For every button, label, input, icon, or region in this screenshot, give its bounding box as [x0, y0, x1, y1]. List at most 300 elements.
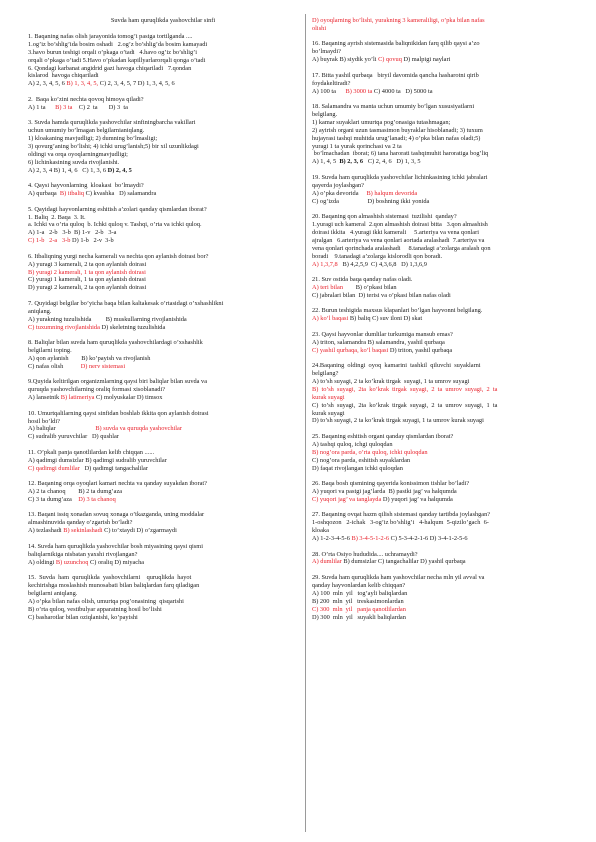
question-text: A) 1-a 2-b 3-b B) 1-v 2-b 3-a — [28, 229, 117, 237]
question-text: 5. Qayidagi hayvonlarning eshitish a’zolari qanday qismlardan iborat? — [28, 205, 207, 213]
correct-answer-text: B) 3 ta — [55, 103, 73, 111]
question-line — [312, 558, 580, 566]
question-text: A) to’sh suyagi, 2 ta ko’krak tirgak suyagi, 1 ta umrov suyagi — [312, 377, 470, 385]
question-line — [312, 143, 580, 151]
question-line — [312, 229, 580, 237]
question-text: C) molyuskalar D) timsox — [94, 394, 163, 402]
question-block — [28, 378, 298, 402]
question-text: D) yuragi 2 kamerali, 2 ta qon aylanish doirasi — [28, 284, 147, 292]
question-line — [312, 465, 580, 473]
correct-answer-text: kurak suyagi — [312, 393, 345, 401]
question-line — [312, 574, 580, 582]
question-text: 1. Baliq 2. Baqa 3. It. — [28, 213, 86, 221]
question-text: 13. Baqani issiq xonadan sovuq xonaga o’tkazganda, uning moddalar — [28, 511, 205, 519]
question-line — [312, 590, 580, 598]
question-text: 26. Baqa bosh qismining qayerida konissimon tishlar bo’ladi? — [312, 480, 470, 488]
question-text: 15. Suvda ham quruqlikda yashovchilarni quruqlikda hayot — [28, 574, 192, 582]
question-text: C) 2 ta D) 3 ta — [72, 103, 128, 111]
question-line — [312, 417, 580, 425]
question-line — [28, 41, 298, 49]
correct-answer-text: D) 3 ta chanoq — [78, 495, 116, 503]
question-text: C) 4000 ta D) 5000 ta — [372, 87, 433, 95]
question-text: 25. Baqaning eshitish organi qanday qismlardan iborat? — [312, 432, 454, 440]
question-text: 1.yuragi uch kameral 2.qon almashish doirasi bitta 3.qon almashish — [312, 221, 488, 228]
question-text: almashinuvida qanday o’zgarish bo’ladi? — [28, 519, 133, 527]
question-line — [312, 449, 580, 457]
question-text: C) to’xtaydi D) o’zgarmaydi — [102, 527, 177, 535]
right-column — [312, 17, 580, 629]
question-line — [312, 527, 580, 535]
question-text: baliqlarnikiga nisbatan yaxshi rivojlangan? — [28, 550, 138, 558]
question-line — [28, 551, 298, 559]
question-text: 1-oshqozon 2-ichak 3-og’iz bo’shlig’i 4-halqum 5-qizilo’gach 6- — [312, 519, 489, 527]
question-text: C) to’sh suyagi, 2ta ko’krak tirgak suyagi, 2 ta umrov suyagi, 1 ta — [312, 401, 498, 409]
question-line — [28, 457, 298, 465]
question-text: 23. Qaysi hayvonlar dumlilar turkumiga mansub emas? — [312, 330, 453, 338]
question-text: D) 300 mln yil suyakli baliqlardan — [312, 613, 406, 621]
question-text: A) oldingi — [28, 558, 56, 566]
question-text: D) triton, yashil qurbaqa — [388, 346, 453, 354]
question-line — [28, 355, 298, 363]
question-line — [312, 339, 580, 347]
question-block — [312, 276, 580, 300]
question-line — [28, 167, 298, 175]
question-text: A) triton, salamandra B) salamandra, yashil qurbaqa — [312, 338, 445, 346]
question-line — [28, 206, 298, 214]
question-text: 16. Baqaning ayrish sistemasida baliqnikidan farq qilib qaysi a’zo — [312, 40, 480, 48]
question-line — [28, 143, 298, 151]
question-line — [28, 151, 298, 159]
question-text: a. Ichki va o’rta quloq b. Ichki quloq v. Tashqi, o’rta va ichki quloq. — [28, 221, 202, 229]
question-text: A) o’pka bilan nafas olish, umurtqa pog’onasining qisqarishi — [28, 597, 184, 605]
question-line — [28, 214, 298, 222]
question-text: A) yuqori va pastgi jag’larda B) pastki jag’ va halqumda — [312, 487, 457, 495]
question-line — [312, 347, 580, 355]
question-block — [28, 574, 298, 621]
question-block — [312, 40, 580, 64]
question-line — [28, 574, 298, 582]
question-line — [312, 25, 580, 33]
right-question-list — [312, 17, 580, 621]
question-line — [28, 300, 298, 308]
question-text: 6. Qondagi karbanat angidrid gazi havoga chiqariladi 7.qondan — [28, 64, 192, 72]
question-line — [312, 150, 580, 158]
question-text: A) yuragi 3 kamerali, 2 ta qon aylanish doirasi — [28, 260, 147, 268]
question-text: orqali o’pkaga o’tadi 5.Havo o’pkadan kapillyarlarorqali qonga o’tadi — [28, 56, 206, 64]
correct-answer-text: C) qovuq — [378, 56, 402, 64]
question-text: C) og’izda D) boshning ikki yonida — [312, 197, 430, 205]
question-text: 1) kamar suyaklari umurtqa pog’onasiga tutashmagan; — [312, 118, 451, 126]
question-text: 17. Bitta yashil qurbaqa biryil davomida qancha hasharotni qirib — [312, 71, 479, 79]
question-block — [28, 300, 298, 332]
question-text: D) qadimgi tangachalilar — [79, 464, 148, 472]
question-text: 19. Suvda ham quruqlikda yashovchilar lichinkasining ichki jabralari — [312, 173, 488, 181]
question-text: C) 3 ta dumg’aza — [28, 495, 79, 503]
question-line — [28, 65, 298, 73]
correct-answer-text: B) itbaliq — [59, 190, 85, 198]
question-block — [312, 17, 580, 33]
question-block — [28, 543, 298, 567]
correct-answer-text: B) 1, 3, 4, 5, — [66, 80, 99, 88]
question-text: A) lansetnik — [28, 394, 61, 402]
question-line — [28, 598, 298, 606]
question-text: A) 100 mln yil tog’ayli baliqlardan — [312, 589, 408, 597]
question-line — [28, 237, 298, 245]
question-line — [28, 480, 298, 488]
question-text: 1) kloakaning mavjudligi; 2) dumning bo’lmasligi; — [28, 135, 158, 143]
question-text: D) skeletning tuzulishida — [99, 323, 166, 331]
question-line — [312, 80, 580, 88]
question-text: C) 5-3-4-2-1-6 D) 3-4-1-2-5-6 — [389, 535, 468, 543]
question-text: C) yuragi 1 kamerali, 1 ta qon aylanish doirasi — [28, 276, 146, 284]
question-line — [28, 182, 298, 190]
question-line — [28, 488, 298, 496]
question-text: qanday hayvonlardan kelib chiqqan? — [312, 581, 406, 589]
question-text: 22. Burun teshigida maxsus klapanlari bo’lgan hayvonni belgilang. — [312, 307, 483, 315]
question-text: D) to’sh suyagi, 2 ta ko’krak tirgak suyagi, 1 ta umrov kurak suyagi — [312, 417, 484, 425]
question-text: A) tezlashadi — [28, 527, 64, 535]
question-text: C) basharotlar bilan oziqlanishi, ko’payishi — [28, 613, 138, 621]
question-line — [312, 457, 580, 465]
question-line — [312, 253, 580, 261]
question-line — [312, 158, 580, 166]
question-block — [28, 339, 298, 371]
question-text: D) yuqori jag’ va halqumda — [381, 495, 453, 503]
question-line — [28, 543, 298, 551]
question-line — [312, 103, 580, 111]
question-line — [28, 229, 298, 237]
question-text: 10. Umurtqalilarning qaysi sinfidan boshlab ikkita qon aylanish doirasi — [28, 409, 209, 417]
question-line — [312, 410, 580, 418]
question-line — [28, 606, 298, 614]
question-block — [312, 480, 580, 504]
question-text: 18. Salamandra va manta uchun umumiy bo’lgan xususiyatlarni — [312, 103, 475, 111]
correct-answer-text: C) tuxumning rivojlanishida — [28, 323, 100, 331]
question-line — [312, 261, 580, 269]
question-text: kloaka — [312, 527, 329, 535]
question-block — [312, 362, 580, 425]
question-text: B) 4,2,5,9 C) 4,3,6,8 D) 1,3,6,9 — [337, 260, 427, 268]
question-line — [312, 40, 580, 48]
question-line — [312, 221, 580, 229]
question-text: 27. Baqaning ovqat hazm qilish sistemasi qanday tartibda joylashgan? — [312, 511, 491, 519]
question-block — [28, 480, 298, 504]
correct-answer-text: A) 1,3,7,8 — [312, 260, 338, 268]
question-block — [28, 206, 298, 246]
question-text: belgilarni toping. — [28, 346, 72, 354]
question-text: oldingi va orqa oyoqlarningmavjudligi; — [28, 150, 128, 158]
question-line — [312, 433, 580, 441]
question-text: A) qurbaqa — [28, 190, 60, 198]
correct-answer-text: A) teri bilan — [312, 283, 344, 291]
question-line — [312, 606, 580, 614]
question-line — [28, 33, 298, 41]
question-block — [312, 433, 580, 473]
question-line — [28, 559, 298, 567]
question-line — [312, 307, 580, 315]
question-text: 20. Baqaning qon almashish sistemasi tuzilishi qanday? — [312, 213, 457, 221]
question-line — [312, 441, 580, 449]
question-text: bo’lmaydi? — [312, 48, 341, 56]
left-question-list — [28, 33, 298, 622]
question-line — [28, 324, 298, 332]
question-text: A) yurakning tuzulishida B) muskullarning rivojlanishida — [28, 315, 187, 323]
question-block — [312, 511, 580, 543]
question-text: doirasi ikkita 4.yuragi ikki kamerali 5.arteriya va vena qonlari — [312, 228, 479, 236]
question-text: kechirishga moslashish munosabati bilan baliqlardan farq qiladigan — [28, 581, 200, 589]
question-block — [28, 119, 298, 174]
question-text: 6. Itbaliqning yurgi necha kamerali va nechta qon aylanish doirasi bor? — [28, 252, 209, 260]
question-line — [312, 378, 580, 386]
question-text: foydakeltiradi? — [312, 79, 351, 87]
question-text: D) 1-b 2-v 3-b — [70, 237, 114, 245]
correct-answer-text: A) ko’l baqasi — [312, 315, 349, 323]
question-text: B) o’rta quloq, vestibulyar apparatning hosil bo’lishi — [28, 605, 162, 613]
question-block — [312, 174, 580, 206]
question-line — [28, 496, 298, 504]
question-line — [312, 315, 580, 323]
question-text: qayerda joylashgan? — [312, 181, 364, 189]
question-block — [312, 551, 580, 567]
question-text: C) oraliq D) miyacha — [88, 558, 145, 566]
question-text: yuragi 1 ta yurak qorinchasi va 2 ta — [312, 142, 402, 150]
question-text: C) jabralari bilan D) terisi va o’pkasi bilan nafas oladi — [312, 291, 451, 299]
question-line — [28, 363, 298, 371]
question-line — [312, 598, 580, 606]
question-line — [312, 614, 580, 622]
question-text: 21. Suv ostida baqa qanday nafas oladi. — [312, 276, 413, 284]
question-line — [28, 190, 298, 198]
correct-answer-text: olishi — [312, 24, 327, 32]
question-text: 2) ayirish organi uzun tasmasimon buyraklar hisoblanadi; 3) tuxum — [312, 126, 483, 134]
question-text: vena qonlari qorinchada aralashadi 8.tanadagi a’zolarga aralash qon — [312, 244, 491, 252]
question-line — [312, 362, 580, 370]
question-text: 29. Suvda ham quruqlikda ham yashovchilar necha mln yil avval va — [312, 573, 485, 581]
question-block — [28, 410, 298, 442]
question-text: C) sudralib yuruvchilar D) qushlar — [28, 433, 119, 441]
question-line — [28, 57, 298, 65]
document-title: Suvda ham quruqlikda yashovchilar sinfi — [110, 17, 216, 24]
question-line — [28, 316, 298, 324]
question-text: D) malpigi naylari — [401, 56, 451, 64]
question-line — [28, 135, 298, 143]
question-text: A) 1, 4, 5 — [312, 158, 340, 166]
question-line — [312, 276, 580, 284]
question-line — [312, 48, 580, 56]
question-text: C) nafas olish — [28, 362, 81, 370]
question-text: quruqda yashovchilarning oraliq formasi xisoblanadi? — [28, 386, 166, 394]
question-text: B) baliq C) suv iloni D) skat — [348, 315, 423, 323]
question-text: kislarod havoga chiqariladi — [28, 72, 99, 80]
question-text: A) tashqi quloq, ichgi quloqdan — [312, 440, 393, 448]
question-text: A) 1-2-3-4-5-6 — [312, 535, 352, 543]
question-line — [28, 221, 298, 229]
question-line — [312, 135, 580, 143]
correct-answer-text: B) 3000 ta — [345, 87, 373, 95]
question-line — [28, 127, 298, 135]
question-block — [28, 511, 298, 535]
question-line — [312, 88, 580, 96]
question-block — [28, 253, 298, 293]
question-text: 3) qovurg’aning bo’lishi; 4) ichki urug’lanish;5) bir xil uzunlikdagi — [28, 142, 199, 150]
question-line — [312, 127, 580, 135]
question-line — [28, 519, 298, 527]
column-divider — [305, 14, 306, 832]
question-line — [28, 261, 298, 269]
question-block — [28, 96, 298, 112]
question-line — [28, 276, 298, 284]
question-line — [28, 449, 298, 457]
question-text: B) 2, 3, 6 — [339, 158, 364, 166]
question-line — [28, 159, 298, 167]
question-text: A) 2, 3, 4 B) 1, 4, 6 C) 1, 3, 6 — [28, 166, 108, 174]
correct-answer-text: D) oyoqlarning bo’lishi, yurakning 3 kameraliligi, o’pka bilan nafas — [312, 17, 485, 24]
question-text: 24.Baqaning oldingi oyoq kamarini tashkil qiluvchi suyaklarni — [312, 362, 481, 370]
correct-answer-text: B) suvda va quruqda yashovchilar — [95, 425, 182, 433]
question-text: belgilang? — [312, 369, 339, 377]
question-line — [28, 394, 298, 402]
question-line — [312, 496, 580, 504]
question-block — [312, 574, 580, 621]
question-line — [28, 104, 298, 112]
question-text: 4. Qaysi hayvonlarning kloakasi bo’lmaydi? — [28, 182, 144, 190]
question-text: D) 2, 4, 5 — [107, 166, 132, 174]
question-line — [312, 331, 580, 339]
correct-answer-text: C) 300 mln yil panja qanotlilardan — [312, 605, 406, 613]
question-block — [28, 182, 298, 198]
question-line — [28, 119, 298, 127]
question-line — [28, 511, 298, 519]
question-text: 7. Quyidagi belgilar bo’yicha baqa bilan kaltakesak o’rtasidagi o’xshashlikni — [28, 299, 224, 307]
question-text: C) 2, 3, 4, 5, 7 D) 1, 3, 4, 5, 6 — [98, 80, 175, 88]
question-line — [28, 253, 298, 261]
question-text: 6) lichinkasining suvda rivojlanishi. — [28, 158, 120, 166]
correct-answer-text: D) nerv sistemasi — [80, 362, 126, 370]
question-text: 3.havo burun teshigi orqali o’pkaga o’tadi 4.havo og’iz bo’shlig’i — [28, 48, 198, 56]
question-line — [28, 386, 298, 394]
correct-answer-text: C) yuqori jag’ va tanglayda — [312, 495, 382, 503]
correct-answer-text: B) yuragi 2 kamerali, 1 ta qon aylanish doirasi — [28, 268, 146, 276]
question-line — [312, 394, 580, 402]
question-block — [312, 103, 580, 166]
question-block — [312, 331, 580, 355]
question-line — [28, 425, 298, 433]
question-line — [312, 284, 580, 292]
question-line — [312, 582, 580, 590]
question-text: 28. O’rta Osiyo hududida.... uchramaydi? — [312, 550, 418, 558]
question-line — [28, 433, 298, 441]
question-line — [312, 535, 580, 543]
question-line — [28, 527, 298, 535]
correct-answer-text: B) uzunchoq — [55, 558, 89, 566]
question-text: A) qadimgi dumsizlar B) qadimgi sudralib yuruvchilar — [28, 456, 167, 464]
question-line — [312, 292, 580, 300]
question-block — [312, 213, 580, 268]
question-line — [312, 245, 580, 253]
question-text: A) o’pka devorida — [312, 189, 367, 197]
question-text: belgilarni aniqlang. — [28, 589, 78, 597]
question-text: 12. Baqaning orqa oyoqlari kamari nechta va qanday suyakdan iborat? — [28, 480, 207, 488]
question-line — [312, 182, 580, 190]
question-text: 1.og’iz bo’shlig’ida bosim oshadi 2.og’z bo’shlig’da bosim kamayadi — [28, 40, 208, 48]
question-line — [28, 80, 298, 88]
question-text: B) dumsizlar C) tangachalilar D) yashil qurbaqa — [341, 558, 466, 566]
question-text: D) faqat rivojlangan ichki quloqdan — [312, 464, 403, 472]
question-line — [312, 237, 580, 245]
question-line — [28, 378, 298, 386]
question-line — [312, 119, 580, 127]
question-line — [28, 614, 298, 622]
question-text: A) 2 ta chanoq B) 2 ta dumg’aza — [28, 488, 123, 496]
question-text: A) 100 ta — [312, 87, 346, 95]
question-text: aniqlang. — [28, 307, 52, 315]
question-text: kurak suyagi — [312, 409, 345, 417]
question-line — [312, 488, 580, 496]
question-block — [312, 307, 580, 323]
question-text: C) nog’ora parda, eshitish suyaklardan — [312, 456, 411, 464]
question-line — [312, 111, 580, 119]
question-line — [312, 17, 580, 25]
question-text: A) 1 ta — [28, 103, 56, 111]
question-line — [312, 402, 580, 410]
question-line — [28, 96, 298, 104]
question-line — [28, 284, 298, 292]
question-line — [28, 418, 298, 426]
question-text: hujayrasi tashqi muhitda urug’lanadi; 4) o’pka bilan nafas oladi;5) — [312, 134, 481, 142]
question-line — [28, 72, 298, 80]
question-text: 8. Baliqlar bilan suvda ham quruqlikda yashovchilardagi o’xshashlik — [28, 339, 203, 347]
question-text: 14. Suvda ham quruqlikda yashovchilar bosh miyasining qaysi qismi — [28, 542, 203, 550]
question-line — [28, 465, 298, 473]
question-line — [312, 213, 580, 221]
question-text: belgilang. — [312, 110, 338, 118]
question-text: A) buyrak B) siydik yo’li — [312, 56, 379, 64]
question-line — [312, 551, 580, 559]
correct-answer-text: B) sekinlashadi — [63, 527, 103, 535]
question-line — [28, 347, 298, 355]
question-line — [312, 370, 580, 378]
question-text: uchun umumiy bo’lmagan belgilarnianiqlang. — [28, 127, 145, 135]
question-line — [28, 582, 298, 590]
question-text: boradi 9.tanadagi a’zolarga kislorodli qon boradi. — [312, 252, 443, 260]
question-block — [28, 449, 298, 473]
correct-answer-text: C) qadimgi dumlilar — [28, 464, 80, 472]
question-line — [28, 269, 298, 277]
question-line — [28, 308, 298, 316]
question-line — [28, 410, 298, 418]
question-line — [312, 72, 580, 80]
correct-answer-text: B) nog’ora parda, o’rta quloq, ichki quloqdan — [312, 448, 428, 456]
correct-answer-text: C) yashil qurbaqa, ko’l baqasi — [312, 346, 389, 354]
correct-answer-text: A) dumlilar — [312, 558, 342, 566]
question-text: C) 2, 4, 6 D) 1, 3, 5 — [363, 158, 421, 166]
question-line — [312, 56, 580, 64]
question-text: C) kvashka D) salamandra — [84, 190, 157, 198]
question-text: hosil bo’ldi? — [28, 417, 60, 425]
question-line — [312, 519, 580, 527]
left-column — [28, 17, 298, 629]
question-block — [28, 33, 298, 88]
question-text: bo’lmachadan iborat; 6) tana harorati tashqimuhit haroratiga bog’liq — [312, 150, 489, 158]
question-text: 3. Suvda hamda quruqlikda yashovchilar sinfiningbarcha vakillari — [28, 119, 196, 127]
question-text: 1. Baqaning nafas olish jarayonida tomog’i pastga tortilganda .... — [28, 32, 193, 40]
question-line — [312, 174, 580, 182]
question-line — [312, 386, 580, 394]
question-text: B) o’pkasi bilan — [343, 283, 397, 291]
question-text: A) baliqlar — [28, 425, 96, 433]
question-text: ajralgan 6.arteriya va vena qonlari aortada aralashadi 7.arteriya va — [312, 236, 485, 244]
question-text: 11. O’pkali panja qanotlilardan kelib chiqqan ...... — [28, 448, 155, 456]
